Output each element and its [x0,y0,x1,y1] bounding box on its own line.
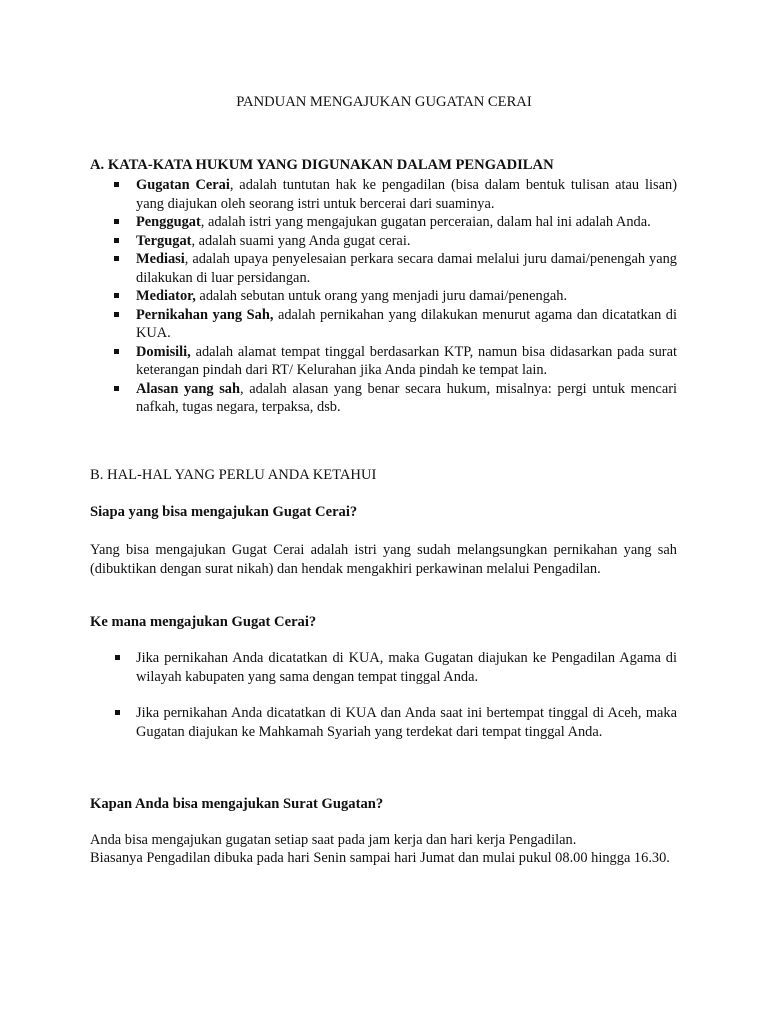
question-who: Siapa yang bisa mengajukan Gugat Cerai? [90,504,358,520]
list-item [90,380,677,417]
definition: adalah sebutan untuk orang yang menjadi juru damai/penengah. [195,288,568,304]
list-item [90,343,677,380]
list-item [90,213,677,232]
legal-terms-list [90,176,677,417]
term: Pernikahan yang Sah, [136,306,274,323]
question-where: Ke mana mengajukan Gugat Cerai? [90,614,317,630]
section-b-heading: B. HAL-HAL YANG PERLU ANDA KETAHUI [90,467,377,483]
term: Alasan yang sah [136,380,240,397]
answer-when-line2: Biasanya Pengadilan dibuka pada hari Senin sampai hari Jumat dan mulai pukul 08.00 hingga 16.30. [90,850,670,866]
list-item: Jika pernikahan Anda dicatatkan di KUA dan Anda saat ini bertempat tinggal di Aceh, maka Gugatan diajukan ke Mahkamah Syariah yang terdekat dari tempat tinggal Anda. [90,704,677,741]
list-item [90,306,677,343]
section-a-heading: A. KATA-KATA HUKUM YANG DIGUNAKAN DALAM PENGADILAN [90,157,554,173]
answer-who: Yang bisa mengajukan Gugat Cerai adalah istri yang sudah melangsungkan pernikahan yang sah (dibuktikan dengan surat nikah) dan hendak mengakhiri perkawinan melalui Pengadilan. [90,542,677,577]
list-item [90,250,677,287]
definition: adalah pernikahan yang dilakukan menurut agama dan dicatatkan di KUA. [136,306,677,341]
definition: , adalah alasan yang benar secara hukum, misalnya: pergi untuk mencari nafkah, tugas negara, terpaksa, dsb. [136,380,677,415]
answer-when-line1: Anda bisa mengajukan gugatan setiap saat pada jam kerja dan hari kerja Pengadilan. [90,832,577,848]
document-title: PANDUAN MENGAJUKAN GUGATAN CERAI [236,94,532,110]
list-item: Jika pernikahan Anda dicatatkan di KUA, maka Gugatan diajukan ke Pengadilan Agama di wilayah kabupaten yang sama dengan tempat tinggal Anda. [90,649,677,686]
term: Tergugat [136,232,192,249]
list-item [90,287,677,306]
where-list-2 [90,704,677,741]
definition: , adalah istri yang mengajukan gugatan perceraian, dalam hal ini adalah Anda. [200,214,651,230]
question-when: Kapan Anda bisa mengajukan Surat Gugatan? [90,796,384,812]
list-item [90,232,677,251]
term: Domisili, [136,343,191,360]
where-list [90,649,677,686]
definition: , adalah tuntutan hak ke pengadilan (bisa dalam bentuk tulisan atau lisan) yang diajukan oleh seorang istri untuk bercerai dari suaminya. [136,177,677,212]
definition: , adalah upaya penyelesaian perkara secara damai melalui juru damai/penengah yang dilakukan di luar persidangan. [136,251,677,286]
term: Mediasi [136,251,185,267]
definition: , adalah suami yang Anda gugat cerai. [191,232,411,249]
term: Mediator, [136,288,196,304]
term: Gugatan Cerai [136,177,230,193]
list-item [90,176,677,213]
term: Penggugat [136,214,201,230]
definition: adalah alamat tempat tinggal berdasarkan KTP, namun bisa didasarkan pada surat keterangan pindah dari RT/ Kelurahan jika Anda pindah ke tempat lain. [136,343,677,378]
